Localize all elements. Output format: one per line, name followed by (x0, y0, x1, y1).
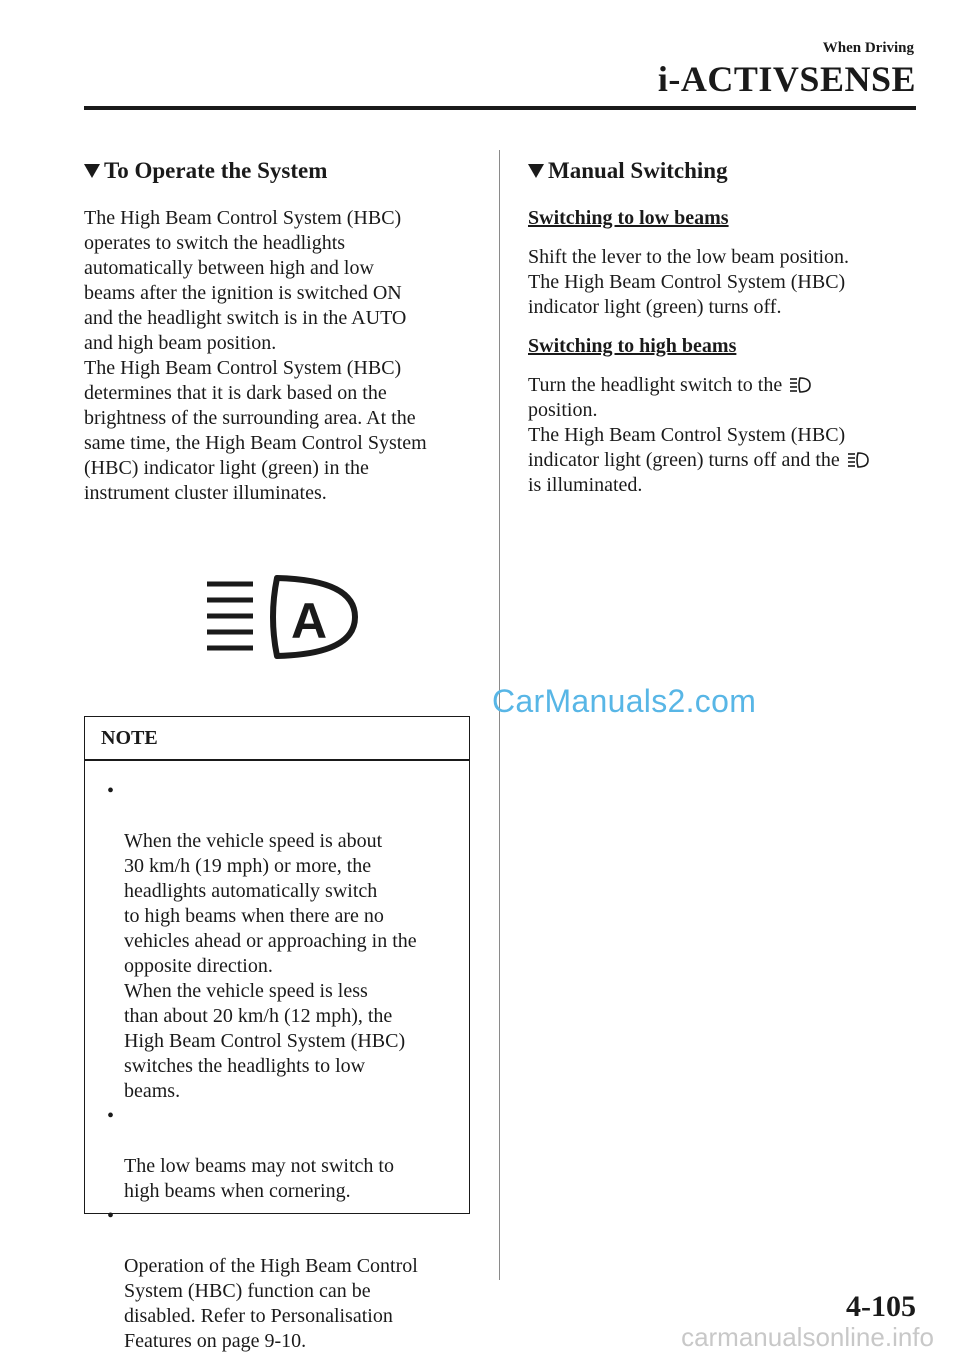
note-title: NOTE (101, 727, 158, 749)
operate-paragraph: The High Beam Control System (HBC) operates to switch the headlights automatically between high and low beams after the ignition is switched ON and the headlight switch is in the AUTO and high beam position. The High Beam Control System (HBC) determines that it is dark based on the brightness of the surrounding area. At the same time, the High Beam Control System (HBC) indicator light (green) in the instrument cluster illuminates. (84, 207, 427, 504)
subheading-high-beams: Switching to high beams (528, 335, 737, 357)
note-bullet: • (107, 1104, 115, 1127)
subheading-low-beams: Switching to low beams (528, 207, 729, 229)
header-chapter-title: i-ACTIVSENSE (657, 59, 916, 99)
watermark-link[interactable]: CarManuals2.com (492, 683, 757, 719)
left-column (84, 156, 474, 506)
section-heading-manual (528, 156, 918, 186)
high-beams-paragraph (528, 373, 918, 498)
note-item (107, 1204, 459, 1354)
section-heading-manual-text: Manual Switching (548, 158, 728, 183)
high-beams-line-1: Turn the headlight switch to the (528, 374, 783, 396)
hbc-symbol-letter: A (290, 593, 328, 649)
triangle-marker-icon (528, 164, 544, 178)
note-item-text: Operation of the High Beam Control System (HBC) function can be disabled. Refer to Personalisation Features on page 9-10. (124, 1254, 418, 1352)
section-heading-operate-text: To Operate the System (104, 158, 328, 183)
header-rule (84, 106, 916, 110)
note-bullet: • (107, 779, 115, 802)
high-beam-icon (847, 451, 869, 469)
note-box (84, 716, 470, 1352)
note-item-text: When the vehicle speed is about 30 km/h (19 mph) or more, the headlights automatically switch to high beams when there are no vehicles ahead or approaching in the opposite direction. When the vehicle speed is less than about 20 km/h (12 mph), the High Beam Control System (HBC) switches the headlights to low beams. (124, 829, 417, 1102)
high-beams-line-5: is illuminated. (528, 474, 643, 496)
low-beams-paragraph: Shift the lever to the low beam position. The High Beam Control System (HBC) indicator light (green) turns off. (528, 246, 850, 318)
page-number: 4-105 (846, 1290, 916, 1323)
note-bullet: • (107, 1204, 115, 1227)
right-column (528, 156, 918, 498)
high-beams-line-4: indicator light (green) turns off and the (528, 449, 840, 471)
note-list (85, 761, 469, 1354)
triangle-marker-icon (84, 164, 100, 178)
header-section-label: When Driving (822, 40, 914, 56)
note-item (107, 1104, 459, 1204)
section-heading-operate (84, 156, 474, 186)
hbc-indicator-symbol-icon (205, 572, 360, 662)
high-beams-line-3: The High Beam Control System (HBC) (528, 424, 846, 446)
high-beam-icon (789, 376, 811, 394)
footer-site-link[interactable]: carmanualsonline.info (681, 1322, 934, 1352)
note-item-text: The low beams may not switch to high beams when cornering. (124, 1154, 394, 1202)
note-item (107, 779, 459, 1104)
high-beams-line-2: position. (528, 399, 598, 421)
